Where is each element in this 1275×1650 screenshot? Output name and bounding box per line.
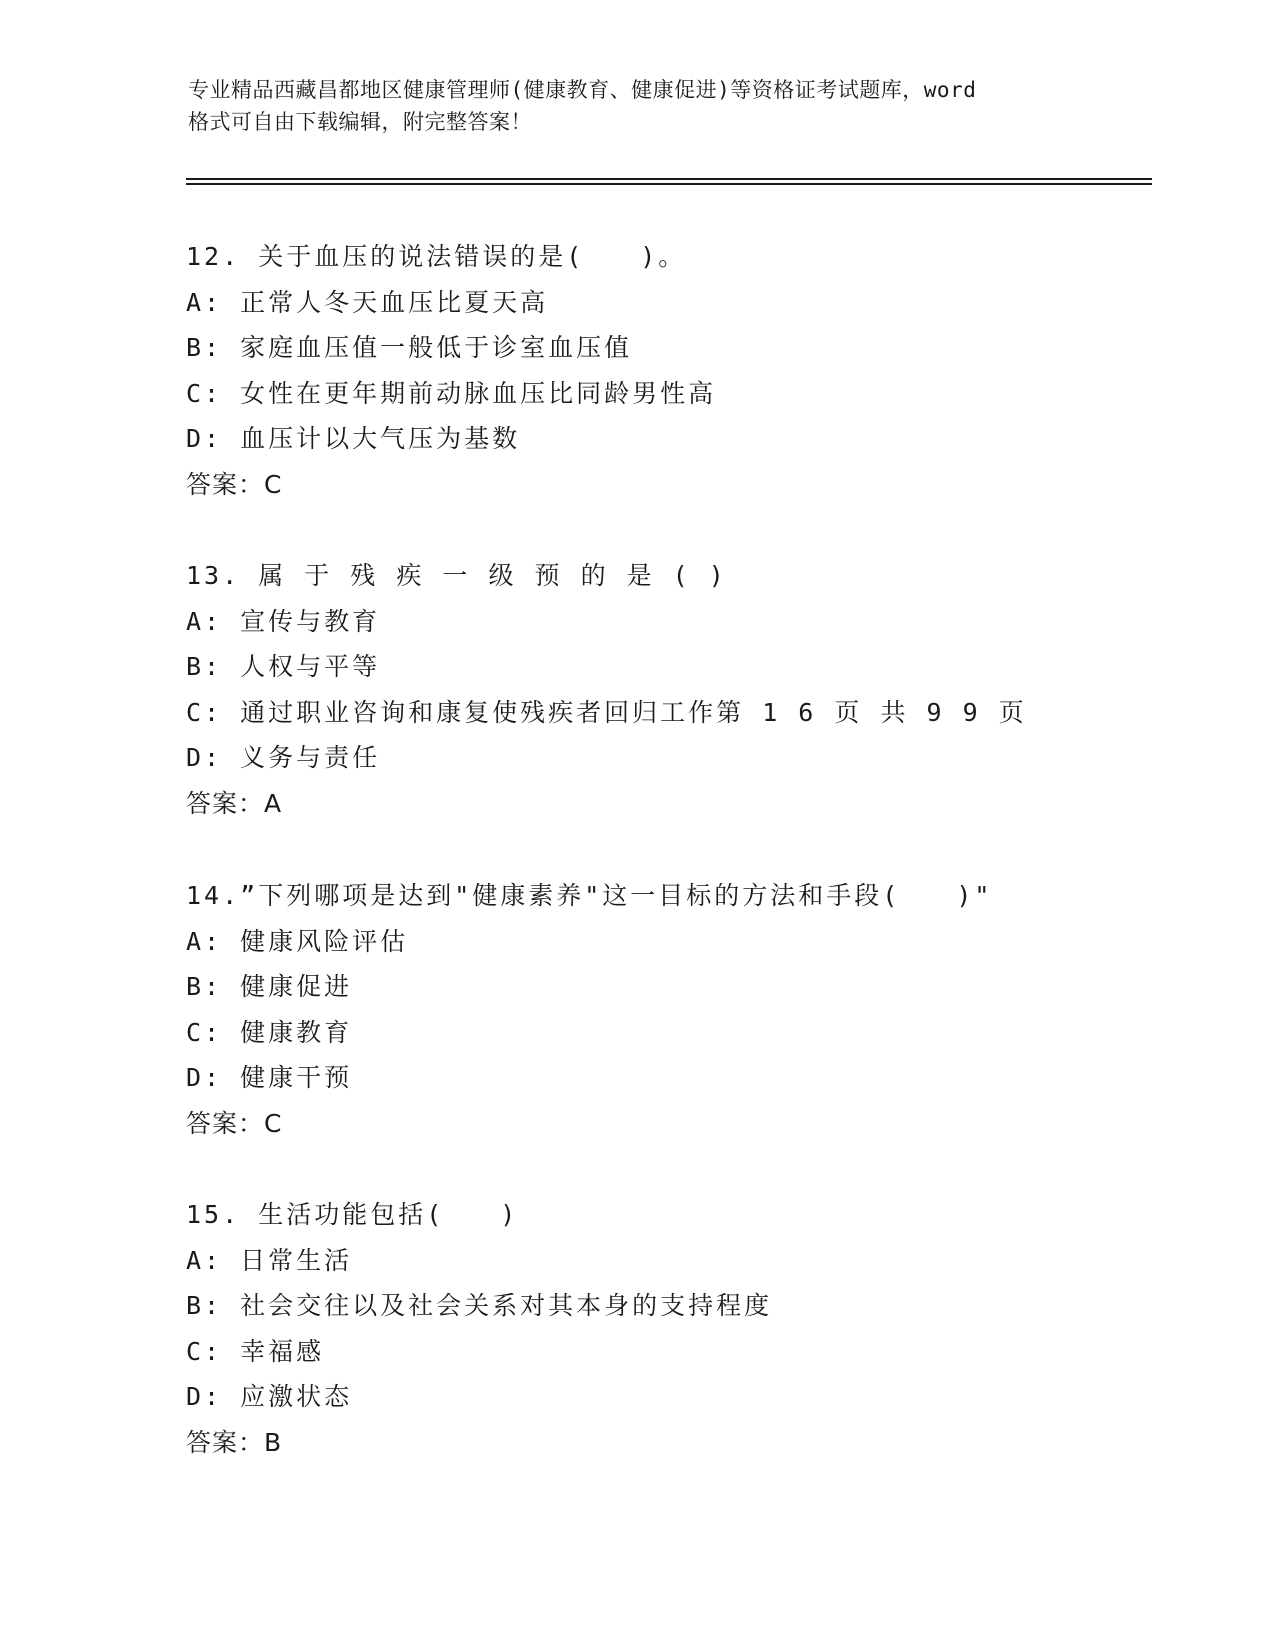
- option-c: C: 健康教育: [186, 1017, 353, 1047]
- option-d: D: 健康干预: [186, 1063, 353, 1092]
- question-stem: 14.”下列哪项是达到"健康素养"这一目标的方法和手段( )": [186, 881, 993, 910]
- option-d: D: 义务与责任: [186, 743, 381, 772]
- option-a: A: 日常生活: [186, 1245, 353, 1275]
- header-divider-top: [186, 178, 1152, 180]
- answer-label: 答案：A: [186, 788, 283, 818]
- option-c: C: 女性在更年期前动脉血压比同龄男性高: [186, 378, 717, 408]
- answer-label: 答案：C: [186, 1108, 283, 1138]
- option-d: D: 血压计以大气压为基数: [186, 424, 521, 453]
- question-13: [186, 553, 1186, 826]
- option-a: A: 健康风险评估: [186, 926, 409, 956]
- option-b: B: 社会交往以及社会关系对其本身的支持程度: [186, 1291, 773, 1320]
- header-line-1: 专业精品西藏昌都地区健康管理师(健康教育、健康促进)等资格证考试题库，word: [188, 78, 977, 102]
- answer-label: 答案：B: [186, 1427, 283, 1457]
- document-header: [188, 74, 1088, 138]
- option-b: B: 人权与平等: [186, 652, 381, 681]
- question-stem: 15. 生活功能包括( ): [186, 1200, 519, 1229]
- header-line-2: 格式可自由下载编辑，附完整答案！: [188, 110, 532, 134]
- option-b: B: 家庭血压值一般低于诊室血压值: [186, 333, 633, 362]
- question-14: [186, 873, 1186, 1146]
- answer-label: 答案：C: [186, 469, 283, 499]
- question-stem: 13. 属 于 残 疾 一 级 预 的 是 ( ): [186, 561, 727, 590]
- option-a: A: 正常人冬天血压比夏天高: [186, 287, 549, 317]
- question-stem: 12. 关于血压的说法错误的是( )。: [186, 242, 687, 271]
- header-divider-bottom: [186, 183, 1152, 185]
- option-c: C: 通过职业咨询和康复使残疾者回归工作第 1 6 页 共 9 9 页: [186, 697, 1027, 727]
- question-12: [186, 234, 1186, 507]
- option-c: C: 幸福感: [186, 1336, 325, 1366]
- option-b: B: 健康促进: [186, 972, 353, 1001]
- question-15: [186, 1192, 1186, 1465]
- option-a: A: 宣传与教育: [186, 606, 381, 636]
- option-d: D: 应激状态: [186, 1382, 353, 1411]
